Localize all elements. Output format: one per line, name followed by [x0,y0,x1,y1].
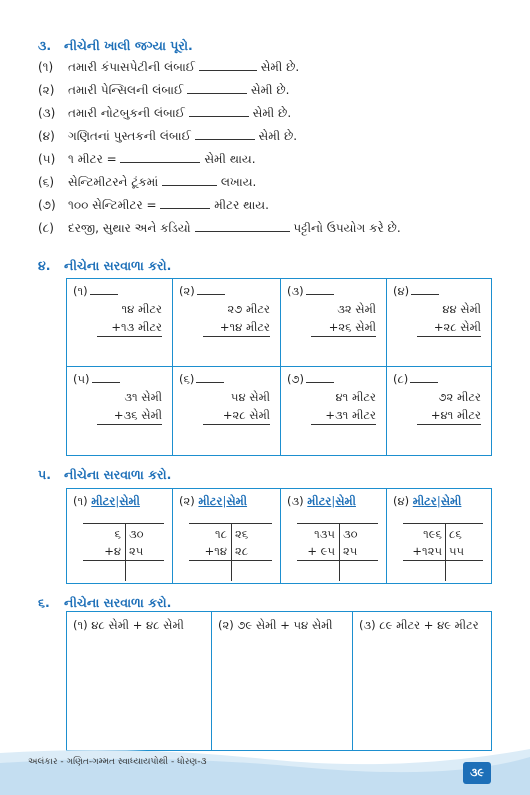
answer-blank [306,372,334,383]
meter-value-1: ૬ [114,527,121,541]
cell-number: (૩) [287,494,304,508]
section-3-heading [38,38,193,54]
section-title: નીચેના સરવાળા કરો. [64,467,172,482]
problem-text: (૨) ૭૯ સેમી + ૫૪ સેમી [218,618,333,632]
cell-number: (૬) [179,372,195,386]
cell-number: (૩) [287,284,304,298]
item-text-before: ૧ મીટર = [68,152,117,166]
addition-grid-6 [66,611,492,751]
cell-label [393,372,438,387]
cell-label [393,284,439,299]
addend-1: ૭૨ મીટર [438,390,481,404]
cell-label [287,284,334,299]
cell-header: (૨) મીટર|સેમી [179,494,248,508]
cm-value-1: ૩૦ [129,527,144,541]
meter-header: મીટર [91,494,116,508]
item-number: (૭) [38,198,56,212]
blank-line[interactable] [162,175,217,186]
blank-line[interactable] [195,129,255,140]
footer-text: અલંકાર - ગણિત-ગમ્મત સ્વાધ્યાયપોથી - ધોરણ-૩ [28,757,207,767]
cell-label [73,372,120,387]
header-rule [403,523,483,524]
answer-blank [197,284,225,295]
fill-blank-item [38,83,289,98]
meter-value-2: +૧૨૫ [412,544,442,558]
sum-rule [297,560,378,561]
answer-blank [92,372,120,383]
addend-2: +૨૮ સેમી [222,408,270,422]
cm-header: સેમી [335,494,356,508]
addition-grid-5 [66,488,492,584]
item-number: (૧) [38,60,54,74]
section-title: નીચેની ખાલી જગ્યા પૂરો. [64,38,193,53]
fill-blank-item [38,198,269,213]
item-text-after: સેમી થાય. [204,152,256,166]
meter-cm-addition-cell[interactable] [387,489,491,583]
section-number: ૫. [38,467,51,482]
cell-header: (૪) મીટર|સેમી [393,494,462,508]
blank-line[interactable] [199,60,257,71]
meter-cm-addition-cell[interactable] [173,489,281,583]
item-text-after: સેમી છે. [250,83,290,97]
sum-line [203,336,270,337]
addend-1: ૧૪ મીટર [121,302,162,316]
word-addition-cell[interactable] [67,612,212,750]
cell-number: (૨) [179,284,195,298]
addend-2: +૧૩ મીટર [111,320,162,334]
column-divider [125,523,126,581]
meter-value-1: ૧૩૫ [314,527,335,541]
addition-cell[interactable] [173,279,281,367]
addend-2: +૧૪ મીટર [219,320,270,334]
word-addition-cell[interactable] [212,612,353,750]
sum-line [97,336,162,337]
item-text-after: લખાય. [220,175,257,189]
cm-value-1: ૨૬ [235,527,249,541]
item-text-before: તમારી નોટબુકની લંબાઈ [68,106,185,120]
blank-line[interactable] [195,221,290,232]
sum-rule [403,560,483,561]
addend-2: +૪૧ મીટર [430,408,481,422]
addition-cell[interactable] [387,279,491,367]
meter-value-2: +૪ [104,544,121,558]
item-number: (૪) [38,129,55,143]
fill-blank-item [38,152,256,167]
sum-rule [83,560,164,561]
cell-number: (૪) [393,494,410,508]
cm-header: સેમી [226,494,248,508]
meter-value-1: ૧૮ [215,527,227,541]
cell-number: (૧) [73,284,88,298]
item-text-after: પટ્ટીનો ઉપયોગ કરે છે. [293,221,401,235]
fill-blank-item [38,175,256,190]
addition-cell[interactable] [67,367,173,455]
section-4-heading [38,258,171,274]
cell-header: (૧) મીટર|સેમી [73,494,140,508]
meter-header: મીટર [198,494,223,508]
problem-text: (૧) ૪૮ સેમી + ૪૮ સેમી [73,618,184,632]
meter-value-1: ૧૯૬ [423,527,442,541]
addend-2: +૨૮ સેમી [433,320,481,334]
footer-wave-decoration [0,745,530,795]
fill-blank-item [38,60,299,75]
meter-cm-addition-cell[interactable] [281,489,387,583]
column-divider [445,523,446,581]
addend-1: ૫૪ સેમી [230,390,270,404]
cell-number: (૭) [287,372,304,386]
item-number: (૨) [38,83,55,97]
item-number: (૫) [38,152,56,166]
cell-label [179,372,224,387]
blank-line[interactable] [120,152,200,163]
header-rule [83,523,164,524]
fill-blank-item [38,129,297,144]
cell-header: (૩) મીટર|સેમી [287,494,356,508]
section-number: ૬. [38,595,50,610]
cell-number: (૫) [73,372,90,386]
item-text-before: તમારી કંપાસપેટીની લંબાઈ [68,60,196,74]
item-text-before: તમારી પેન્સિલની લંબાઈ [68,83,184,97]
addition-cell[interactable] [387,367,491,455]
meter-header: મીટર [307,494,332,508]
header-rule [297,523,378,524]
cm-header: સેમી [119,494,140,508]
cell-number: (૪) [393,284,410,298]
item-number: (૩) [38,106,56,120]
blank-line[interactable] [160,198,210,209]
section-title: નીચેના સરવાળા કરો. [64,258,172,273]
section-number: ૩. [38,38,52,53]
item-text-after: સેમી છે. [260,60,300,74]
fill-blank-item [38,221,401,236]
cm-value-1: ૮૬ [449,527,462,541]
addend-1: ૩૧ સેમી [124,390,162,404]
addend-2: +૩૧ મીટર [325,408,376,422]
item-number: (૬) [38,175,55,189]
addend-2: +૩૬ સેમી [113,408,162,422]
cell-number: (૮) [393,372,409,386]
column-divider [231,523,232,581]
cell-number: (૨) [179,494,195,508]
sum-line [311,424,376,425]
addition-cell[interactable] [67,279,173,367]
addend-1: ૪૧ મીટર [335,390,376,404]
section-title: નીચેના સરવાળા કરો. [64,595,172,610]
addition-cell[interactable] [173,367,281,455]
meter-value-2: +૧૪ [204,544,227,558]
item-text-before: ગણિતનાં પુસ્તકની લંબાઈ [68,129,191,143]
answer-blank [410,372,438,383]
answer-blank [196,372,224,383]
addition-cell[interactable] [281,367,387,455]
sum-line [417,424,481,425]
meter-header: મીટર [412,494,437,508]
item-text-after: મીટર થાય. [214,198,269,212]
cell-label [287,372,334,387]
cm-value-2: ૨૮ [235,544,249,558]
item-number: (૮) [38,221,54,235]
addend-1: ૨૭ મીટર [227,302,270,316]
problem-text: (૩) ૮૯ મીટર + ૪૯ મીટર [359,618,479,632]
addition-cell[interactable] [281,279,387,367]
answer-blank [90,284,118,295]
sum-line [311,336,376,337]
cm-value-2: ૨૫ [129,544,144,558]
item-text-before: દરજી, સુથાર અને કડિયો [68,221,191,235]
item-text-after: સેમી છે. [252,106,292,120]
cell-label [179,284,225,299]
item-text-before: સેન્ટિમીટરને ટૂંકમાં [68,175,159,189]
addend-2: +૨૬ સેમી [328,320,376,334]
sum-line [203,424,270,425]
blank-line[interactable] [187,83,247,94]
cm-header: સેમી [440,494,462,508]
meter-value-2: + ૯૫ [307,544,335,558]
item-text-after: સેમી છે. [258,129,298,143]
answer-blank [306,284,334,295]
word-addition-cell[interactable] [353,612,491,750]
addend-1: ૪૪ સેમી [442,302,481,316]
sum-line [97,424,162,425]
blank-line[interactable] [189,106,249,117]
section-number: ૪. [38,258,51,273]
cm-value-2: ૨૫ [343,544,358,558]
section-6-heading [38,595,171,611]
cell-label [73,284,118,299]
item-text-before: ૧૦૦ સેન્ટિમીટર = [68,198,157,212]
sum-line [417,336,481,337]
cm-value-1: ૩૦ [343,527,358,541]
section-5-heading [38,467,171,483]
cell-number: (૧) [73,494,88,508]
meter-cm-addition-cell[interactable] [67,489,173,583]
page-number: ૩૯ [463,762,491,784]
addition-grid-4 [66,278,492,456]
column-divider [339,523,340,581]
fill-blank-item [38,106,291,121]
addend-1: ૩૨ સેમી [337,302,376,316]
answer-blank [411,284,439,295]
cm-value-2: ૫૫ [449,544,465,558]
